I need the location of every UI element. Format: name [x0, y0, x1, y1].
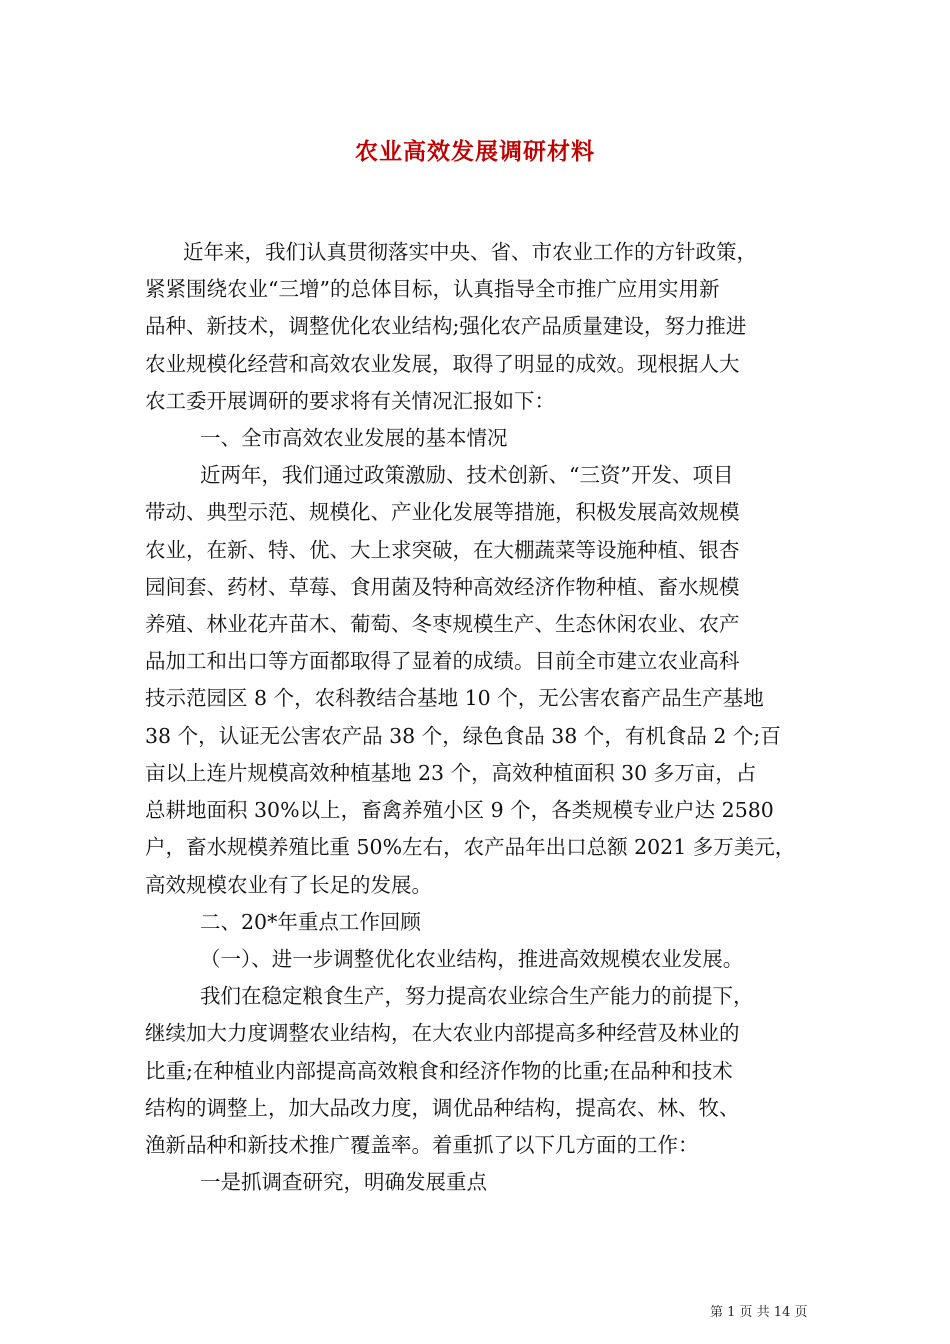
body-line: 结构的调整上，加大品改力度，调优品种结构，提高农、林、牧、 [145, 1096, 740, 1120]
body-line: 38 个，认证无公害农产品 38 个，绿色食品 38 个，有机食品 2 个;百 [145, 724, 781, 748]
section-heading: 二、20*年重点工作回顾 [200, 910, 421, 934]
body-line: 亩以上连片规模高效种植基地 23 个，高效种植面积 30 多万亩，占 [145, 761, 757, 785]
body-line: 我们在稳定粮食生产，努力提高农业综合生产能力的前提下， [200, 984, 754, 1008]
section-heading: 一、全市高效农业发展的基本情况 [200, 426, 508, 450]
body-line: 紧紧围绕农业“三增”的总体目标，认真指导全市推广应用实用新 [145, 277, 720, 301]
page-number: 第 1 页 共 14 页 [710, 1305, 808, 1320]
body-line: 品种、新技术，调整优化农业结构;强化农产品质量建设，努力推进 [145, 314, 747, 338]
body-line: 近两年，我们通过政策激励、技术创新、“三资”开发、项目 [200, 463, 734, 487]
body-line: 品加工和出口等方面都取得了显着的成绩。目前全市建立农业高科 [145, 649, 740, 673]
body-line: 总耕地面积 30%以上，畜禽养殖小区 9 个，各类规模专业户达 2580 [145, 798, 774, 822]
body-line: 农工委开展调研的要求将有关情况汇报如下： [145, 389, 555, 413]
body-line: 一是抓调查研究，明确发展重点 [200, 1170, 487, 1194]
body-line: 高效规模农业有了长足的发展。 [145, 873, 432, 897]
body-line: 农业规模化经营和高效农业发展，取得了明显的成效。现根据人大 [145, 352, 740, 376]
body-line: 户，畜水规模养殖比重 50%左右，农产品年出口总额 2021 多万美元， [145, 835, 796, 859]
body-line: 带动、典型示范、规模化、产业化发展等措施，积极发展高效规模 [145, 500, 740, 524]
body-line: 比重;在种植业内部提高高效粮食和经济作物的比重;在品种和技术 [145, 1059, 733, 1083]
body-line: 继续加大力度调整农业结构，在大农业内部提高多种经营及林业的 [145, 1021, 740, 1045]
body-line: 技示范园区 8 个，农科教结合基地 10 个，无公害农畜产品生产基地 [145, 686, 764, 710]
body-line: 园间套、药材、草莓、食用菌及特种高效经济作物种植、畜水规模 [145, 575, 740, 599]
body-line: 近年来，我们认真贯彻落实中央、省、市农业工作的方针政策， [183, 240, 757, 264]
body-line: 养殖、林业花卉苗木、葡萄、冬枣规模生产、生态休闲农业、农产 [145, 612, 740, 636]
body-line: 渔新品种和新技术推广覆盖率。着重抓了以下几方面的工作： [145, 1133, 699, 1157]
page-title: 农业高效发展调研材料 [355, 138, 595, 165]
subsection-heading: （一）、进一步调整优化农业结构，推进高效规模农业发展。 [200, 947, 744, 971]
body-line: 农业，在新、特、优、大上求突破，在大棚蔬菜等设施种植、银杏 [145, 538, 740, 562]
